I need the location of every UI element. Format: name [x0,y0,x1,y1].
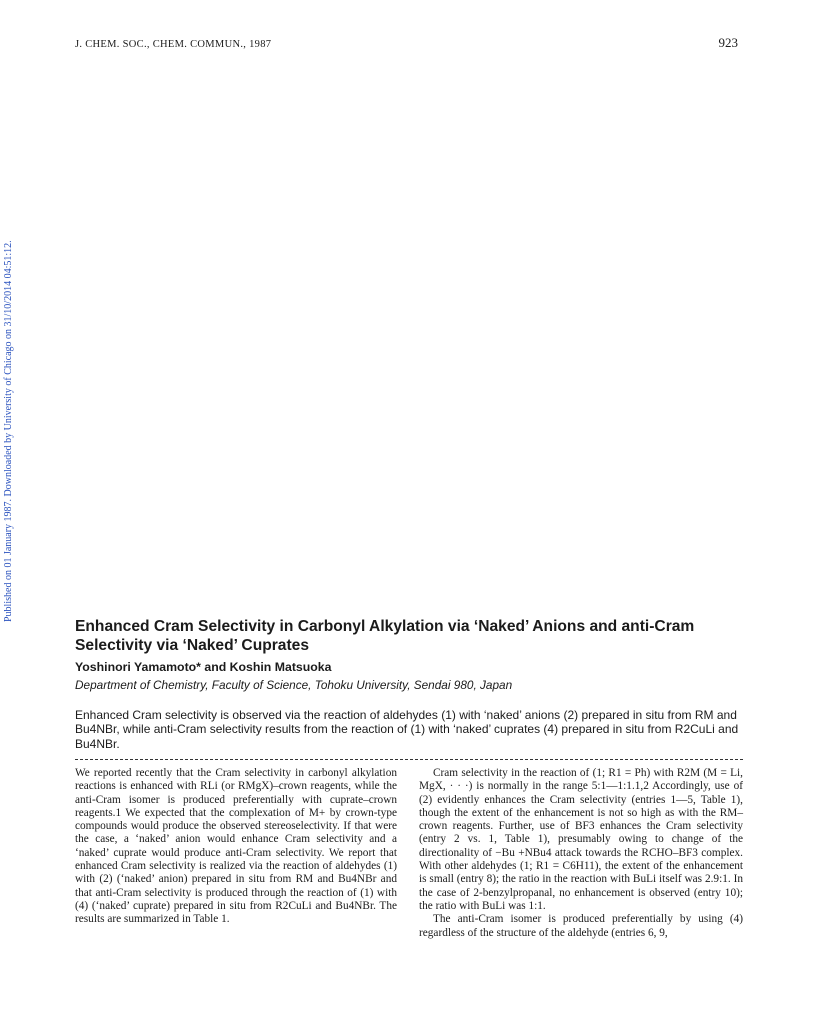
body-paragraph: Cram selectivity in the reaction of (1; R1 = Ph) with R2M (M = Li, MgX, · · ·) is normally in the range 5:1—1:1.1,2 Accordingly, use of (2) evidently enhances the Cram selectivity (entries 1—5, Table 1), though the extent of the enhancement is not so high as with the RM–crown reagents. Further, use of BF3 enhances the Cram selectivity (entry 2 vs. 1, Table 1), presumably owing to change of the directionality of −Bu +NBu4 attack towards the RCHO–BF3 complex. With other aldehydes (1; R1 = C6H11), the extent of the enhancement is small (entry 8); the ratio in the reaction with BuLi itself was 2.9:1. In the case of 2-benzylpropanal, no enhancement is observed (entry 10); the ratio with BuLi was 1:1. [419,767,743,912]
body-paragraph: The anti-Cram isomer is produced preferentially by using (4) regardless of the structure of the aldehyde (entries 6, 9, [419,913,743,939]
page-number: 923 [718,35,738,50]
body-column-right [419,767,743,940]
section-divider [75,759,743,760]
body-column-left [75,767,397,927]
article-abstract: Enhanced Cram selectivity is observed via the reaction of aldehydes (1) with ‘naked’ anions (2) prepared in situ from RM and Bu4NBr, while anti-Cram selectivity results from the reaction of (1) with ‘naked’ cuprates (4) prepared in situ from R2CuLi and Bu4NBr. [75,708,739,751]
article-affiliation: Department of Chemistry, Faculty of Science, Tohoku University, Sendai 980, Japan [75,678,513,692]
body-paragraph: We reported recently that the Cram selectivity in carbonyl alkylation reactions is enhanced with RLi (or RMgX)–crown reagents, while the anti-Cram isomer is produced preferentially with cuprate–crown reagents.1 We expected that the complexation of M+ by crown-type compounds would produce the observed stereoselectivity. If that were the case, a ‘naked’ anion would enhance Cram selectivity and a ‘naked’ cuprate would produce anti-Cram selectivity. We report that enhanced Cram selectivity is realized via the reaction of aldehydes (1) with (2) (‘naked’ anion) prepared in situ from RM and Bu4NBr and that anti-Cram selectivity is produced through the reaction of (1) with (4) (‘naked’ cuprate) prepared in situ from R2CuLi and Bu4NBr. The results are summarized in Table 1. [75,767,397,926]
download-notice[interactable]: Published on 01 January 1987. Downloaded by University of Chicago on 31/10/2014 04:51:12. [3,240,14,622]
article-authors: Yoshinori Yamamoto* and Koshin Matsuoka [75,660,332,674]
article-title: Enhanced Cram Selectivity in Carbonyl Alkylation via ‘Naked’ Anions and anti-Cram Selectivity via ‘Naked’ Cuprates [75,618,695,654]
running-head: J. CHEM. SOC., CHEM. COMMUN., 1987 [75,39,272,50]
